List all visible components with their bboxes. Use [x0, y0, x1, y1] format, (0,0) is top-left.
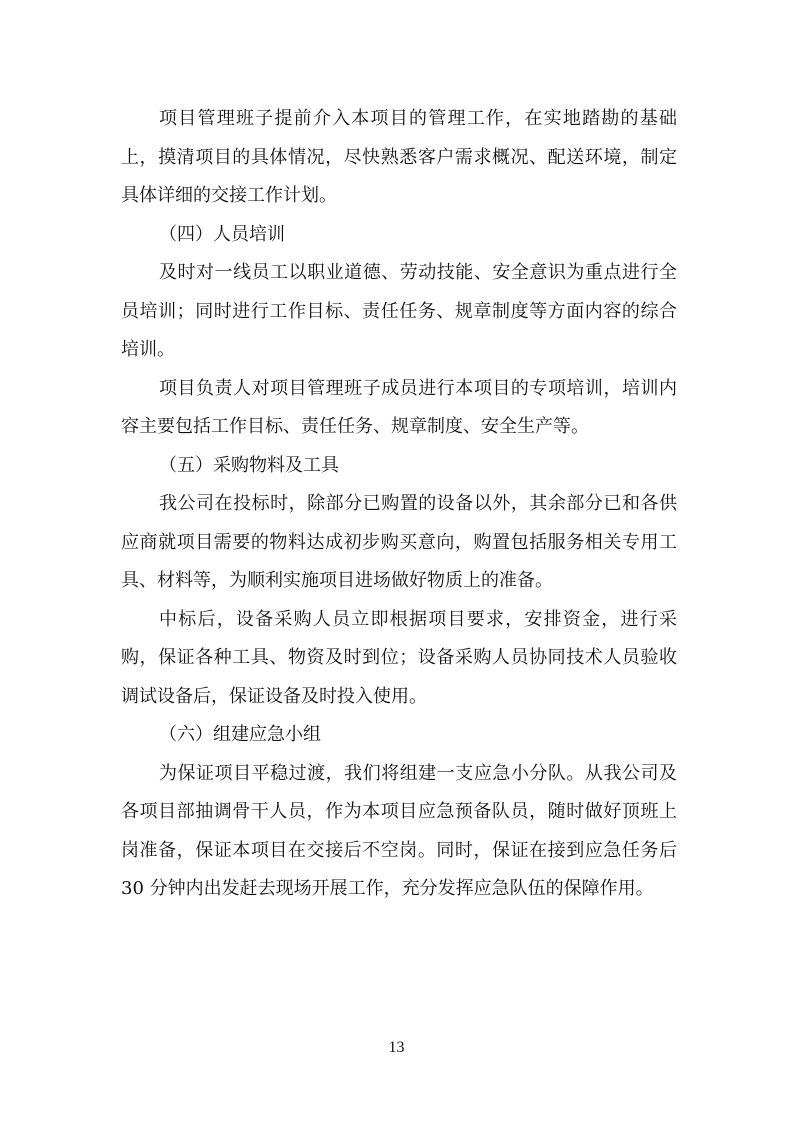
page-body [121, 100, 677, 909]
paragraph-emergency-team: 为保证项目平稳过渡，我们将组建一支应急小分队。从我公司及各项目部抽调骨干人员，作为本项目应急预备队员，随时做好顶班上岗准备，保证本项目在交接后不空岗。同时，保证在接到应急任务后30 分钟内出发赶去现场开展工作，充分发挥应急队伍的保障作用。 [121, 762, 677, 899]
paragraph-post-award-procurement: 中标后，设备采购人员立即根据项目要求，安排资金，进行采购，保证各种工具、物资及时到位；设备采购人员协同技术人员验收调试设备后，保证设备及时投入使用。 [121, 608, 677, 707]
paragraph-transition-prep: 项目管理班子提前介入本项目的管理工作，在实地踏勘的基础上，摸清项目的具体情况，尽快熟悉客户需求概况、配送环境，制定具体详细的交接工作计划。 [121, 108, 677, 206]
section-heading-emergency-team: （六）组建应急小组 [159, 724, 321, 745]
paragraph-frontline-training: 及时对一线员工以职业道德、劳动技能、安全意识为重点进行全员培训；同时进行工作目标、责任任务、规章制度等方面内容的综合培训。 [121, 262, 677, 360]
paragraph-bid-procurement: 我公司在投标时，除部分已购置的设备以外，其余部分已和各供应商就项目需要的物料达成初步购买意向，购置包括服务相关专用工具、材料等，为顺利实施项目进场做好物质上的准备。 [121, 493, 677, 591]
section-heading-staff-training: （四）人员培训 [159, 223, 285, 245]
section-heading-procurement: （五）采购物料及工具 [159, 454, 339, 476]
page-number: 13 [388, 1039, 405, 1056]
paragraph-management-training: 项目负责人对项目管理班子成员进行本项目的专项培训，培训内容主要包括工作目标、责任任务、规章制度、安全生产等。 [121, 377, 677, 437]
